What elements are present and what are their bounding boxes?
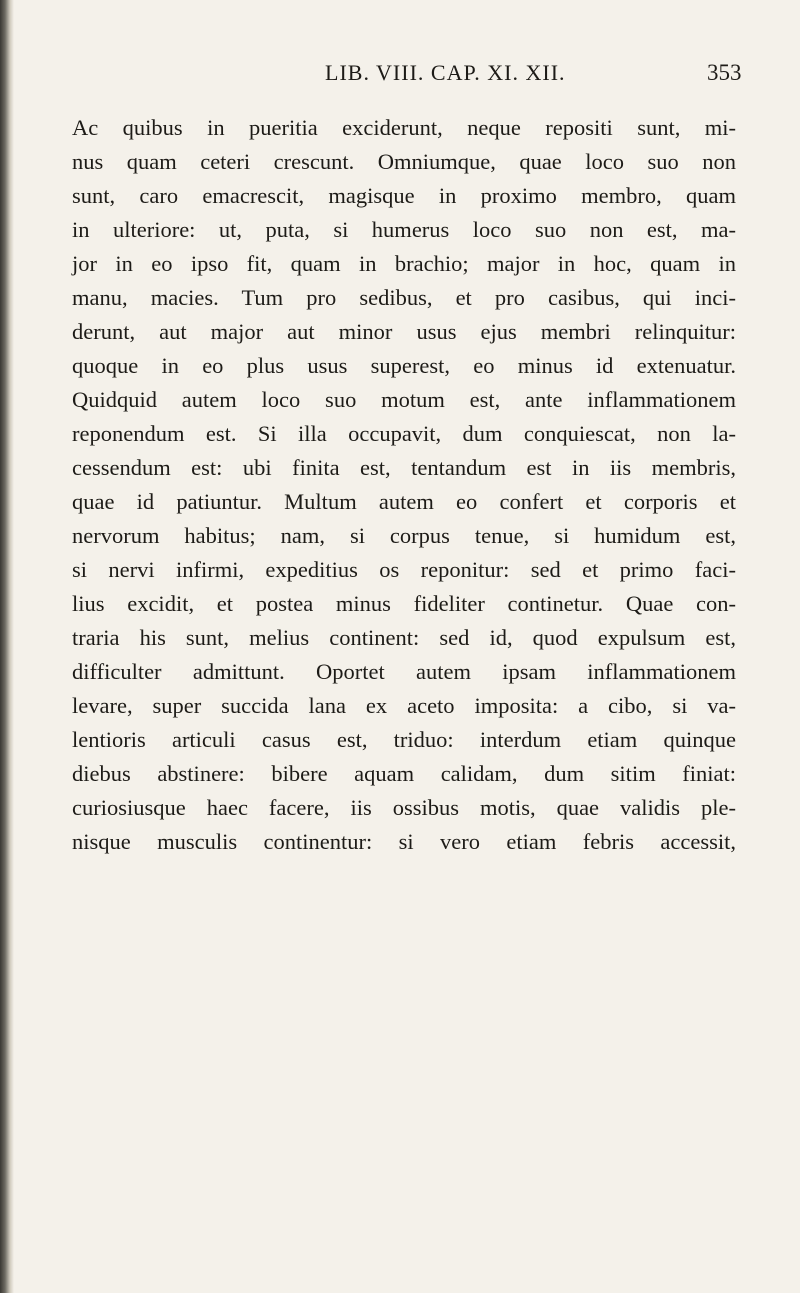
text-line: nisque musculis continentur: si vero etiam febris accessit, [72,829,736,854]
text-line: si nervi infirmi, expeditius os reponitur: sed et primo faci- [72,557,736,582]
text-line: quoque in eo plus usus superest, eo minus id extenuatur. [72,353,736,378]
running-head: LIB. VIII. CAP. XI. XII. [325,60,566,85]
text-line: lentioris articuli casus est, triduo: interdum etiam quinque [72,727,736,752]
text-line: difficulter admittunt. Oportet autem ipsam inflammationem [72,659,736,684]
text-line: traria his sunt, melius continent: sed id, quod expulsum est, [72,625,736,650]
text-line: levare, super succida lana ex aceto imposita: a cibo, si va- [72,693,736,718]
page-number: 353 [707,60,742,85]
text-line: in ulteriore: ut, puta, si humerus loco suo non est, ma- [72,217,736,242]
text-line: lius excidit, et postea minus fideliter continetur. Quae con- [72,591,736,616]
text-line: curiosiusque haec facere, iis ossibus motis, quae validis ple- [72,795,736,820]
text-line: jor in eo ipso fit, quam in brachio; major in hoc, quam in [72,251,736,276]
text-line: cessendum est: ubi finita est, tentandum est in iis membris, [72,455,736,480]
text-line: Ac quibus in pueritia exciderunt, neque repositi sunt, mi- [72,115,736,140]
text-line: nervorum habitus; nam, si corpus tenue, si humidum est, [72,523,736,548]
text-line: manu, macies. Tum pro sedibus, et pro casibus, qui inci- [72,285,736,310]
text-line: derunt, aut major aut minor usus ejus membri relinquitur: [72,319,736,344]
text-line: nus quam ceteri crescunt. Omniumque, quae loco suo non [72,149,736,174]
text-line: diebus abstinere: bibere aquam calidam, dum sitim finiat: [72,761,736,786]
text-line: sunt, caro emacrescit, magisque in proximo membro, quam [72,183,736,208]
text-line: Quidquid autem loco suo motum est, ante inflammationem [72,387,736,412]
text-line: quae id patiuntur. Multum autem eo confert et corporis et [72,489,736,514]
text-line: reponendum est. Si illa occupavit, dum conquiescat, non la- [72,421,736,446]
